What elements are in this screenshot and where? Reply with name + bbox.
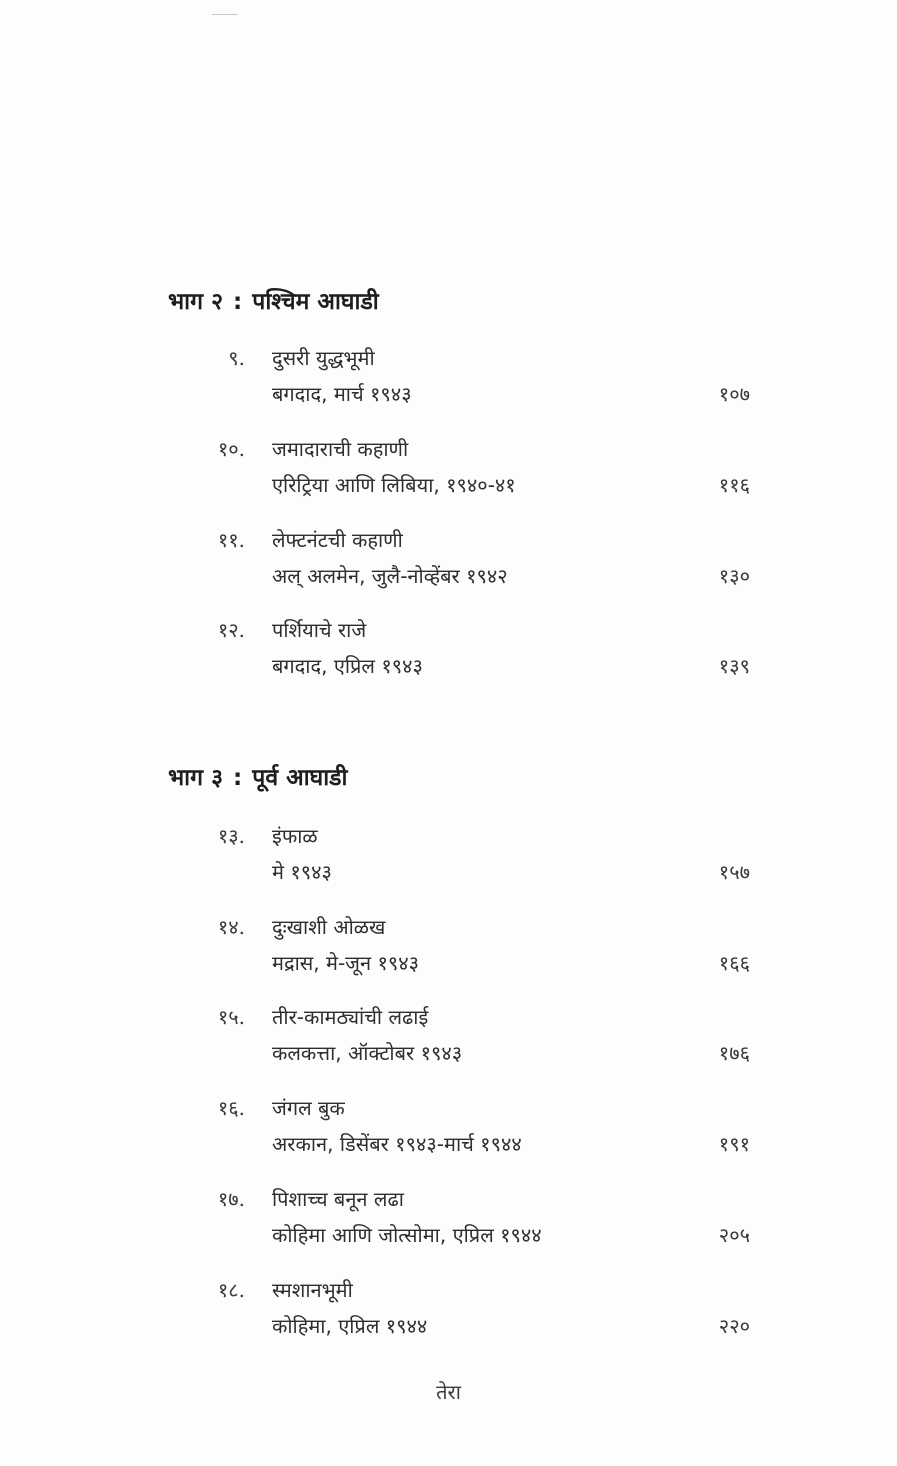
chapter-title: पिशाच्च बनून लढा: [272, 1187, 404, 1211]
chapter-title: दुसरी युद्धभूमी: [272, 346, 375, 370]
chapter-subtitle: अल् अलमेन, जुलै-नोव्हेंबर १९४२: [272, 564, 508, 588]
page-number: ११६: [718, 473, 750, 497]
toc-entry[interactable]: [0, 913, 897, 987]
chapter-number: १०.: [217, 437, 245, 461]
toc-entry[interactable]: [0, 1094, 897, 1168]
chapter-number: १३.: [217, 824, 245, 848]
part-separator: :: [233, 765, 243, 791]
chapter-subtitle: अरकान, डिसेंबर १९४३-मार्च १९४४: [272, 1132, 522, 1156]
chapter-subtitle: बगदाद, एप्रिल १९४३: [272, 654, 423, 678]
chapter-number: १८.: [217, 1278, 245, 1302]
page-number: १३०: [718, 564, 750, 588]
chapter-title: इंफाळ: [272, 824, 318, 848]
chapter-subtitle: मे १९४३: [272, 860, 332, 884]
toc-entry[interactable]: [0, 616, 897, 690]
chapter-number: १५.: [217, 1005, 245, 1029]
chapter-title: दुःखाशी ओळख: [272, 915, 386, 939]
toc-entry[interactable]: [0, 435, 897, 509]
part-heading: [168, 284, 389, 316]
chapter-title: लेफ्टनंटची कहाणी: [272, 528, 403, 552]
chapter-title: जंगल बुक: [272, 1096, 345, 1120]
chapter-subtitle: मद्रास, मे-जून १९४३: [272, 951, 420, 975]
chapter-subtitle: कलकत्ता, ऑक्टोबर १९४३: [272, 1041, 463, 1065]
part-separator: :: [233, 289, 243, 315]
chapter-number: ११.: [217, 528, 245, 552]
page-number: २०५: [718, 1223, 750, 1247]
chapter-number: १२.: [217, 618, 245, 642]
chapter-subtitle: कोहिमा, एप्रिल १९४४: [272, 1314, 428, 1338]
chapter-number: ९.: [228, 346, 245, 370]
toc-entry[interactable]: [0, 1185, 897, 1259]
chapter-title: पर्शियाचे राजे: [272, 618, 367, 642]
page-number: २२०: [718, 1314, 750, 1338]
part-title: पूर्व आघाडी: [252, 765, 348, 791]
chapter-number: १४.: [217, 915, 245, 939]
part-title: पश्चिम आघाडी: [252, 289, 379, 315]
page-number: १३९: [718, 654, 750, 678]
chapter-title: जमादाराची कहाणी: [272, 437, 409, 461]
page-mark: [212, 14, 238, 15]
chapter-subtitle: कोहिमा आणि जोत्सोमा, एप्रिल १९४४: [272, 1223, 542, 1247]
chapter-number: १७.: [217, 1187, 245, 1211]
toc-entry[interactable]: [0, 1003, 897, 1077]
chapter-number: १६.: [217, 1096, 245, 1120]
page-folio: तेरा: [436, 1380, 461, 1404]
toc-entry[interactable]: [0, 344, 897, 418]
page-number: १०७: [718, 382, 750, 406]
chapter-title: तीर-कामठ्यांची लढाई: [272, 1005, 429, 1029]
toc-entry[interactable]: [0, 526, 897, 600]
part-label: भाग २: [168, 289, 224, 315]
part-label: भाग ३: [168, 765, 224, 791]
toc-entry[interactable]: [0, 822, 897, 896]
chapter-title: स्मशानभूमी: [272, 1278, 353, 1302]
toc-entry[interactable]: [0, 1276, 897, 1350]
page-number: १७६: [718, 1041, 750, 1065]
page-number: १५७: [718, 860, 750, 884]
chapter-subtitle: बगदाद, मार्च १९४३: [272, 382, 412, 406]
chapter-subtitle: एरिट्रिया आणि लिबिया, १९४०-४१: [272, 473, 516, 497]
page-number: १६६: [718, 951, 750, 975]
page-number: १९१: [718, 1132, 750, 1156]
part-heading: [168, 760, 357, 792]
